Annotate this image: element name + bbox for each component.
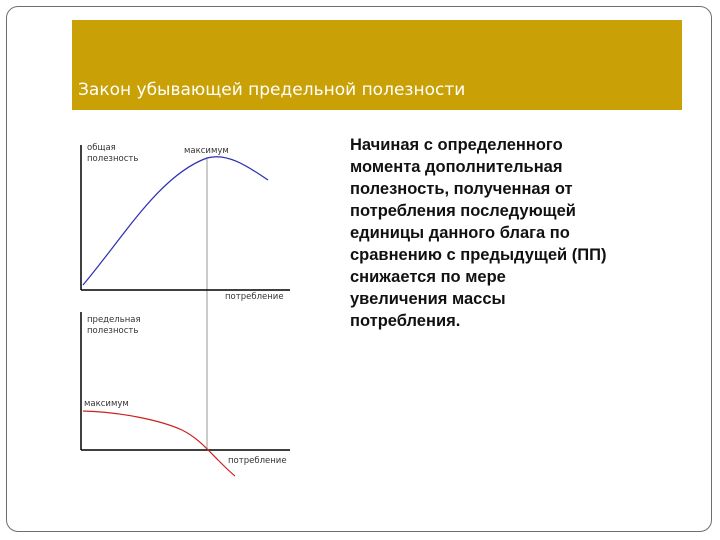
top-chart-ylabel-line2: полезность	[87, 154, 139, 164]
bottom-chart-ylabel-line1: предельная	[87, 315, 141, 325]
top-chart-xlabel: потребление	[225, 292, 284, 302]
bottom-chart-peak-label: максимум	[84, 399, 129, 409]
marginal-utility-curve	[83, 411, 235, 476]
slide-title: Закон убывающей предельной полезности	[78, 80, 466, 100]
top-chart-ylabel-line1: общая	[87, 143, 116, 153]
top-chart-peak-label: максимум	[184, 146, 229, 156]
bottom-chart-xlabel: потребление	[228, 456, 287, 466]
bottom-chart-ylabel-line2: полезность	[87, 326, 139, 336]
total-utility-curve	[83, 157, 268, 285]
slide-body-text: Начиная с определенного момента дополнительная полезность, полученная от потребления последующей единицы данного блага по сравнению с предыдущей (ПП) снижается по мере увеличения массы потребления.	[350, 136, 607, 330]
